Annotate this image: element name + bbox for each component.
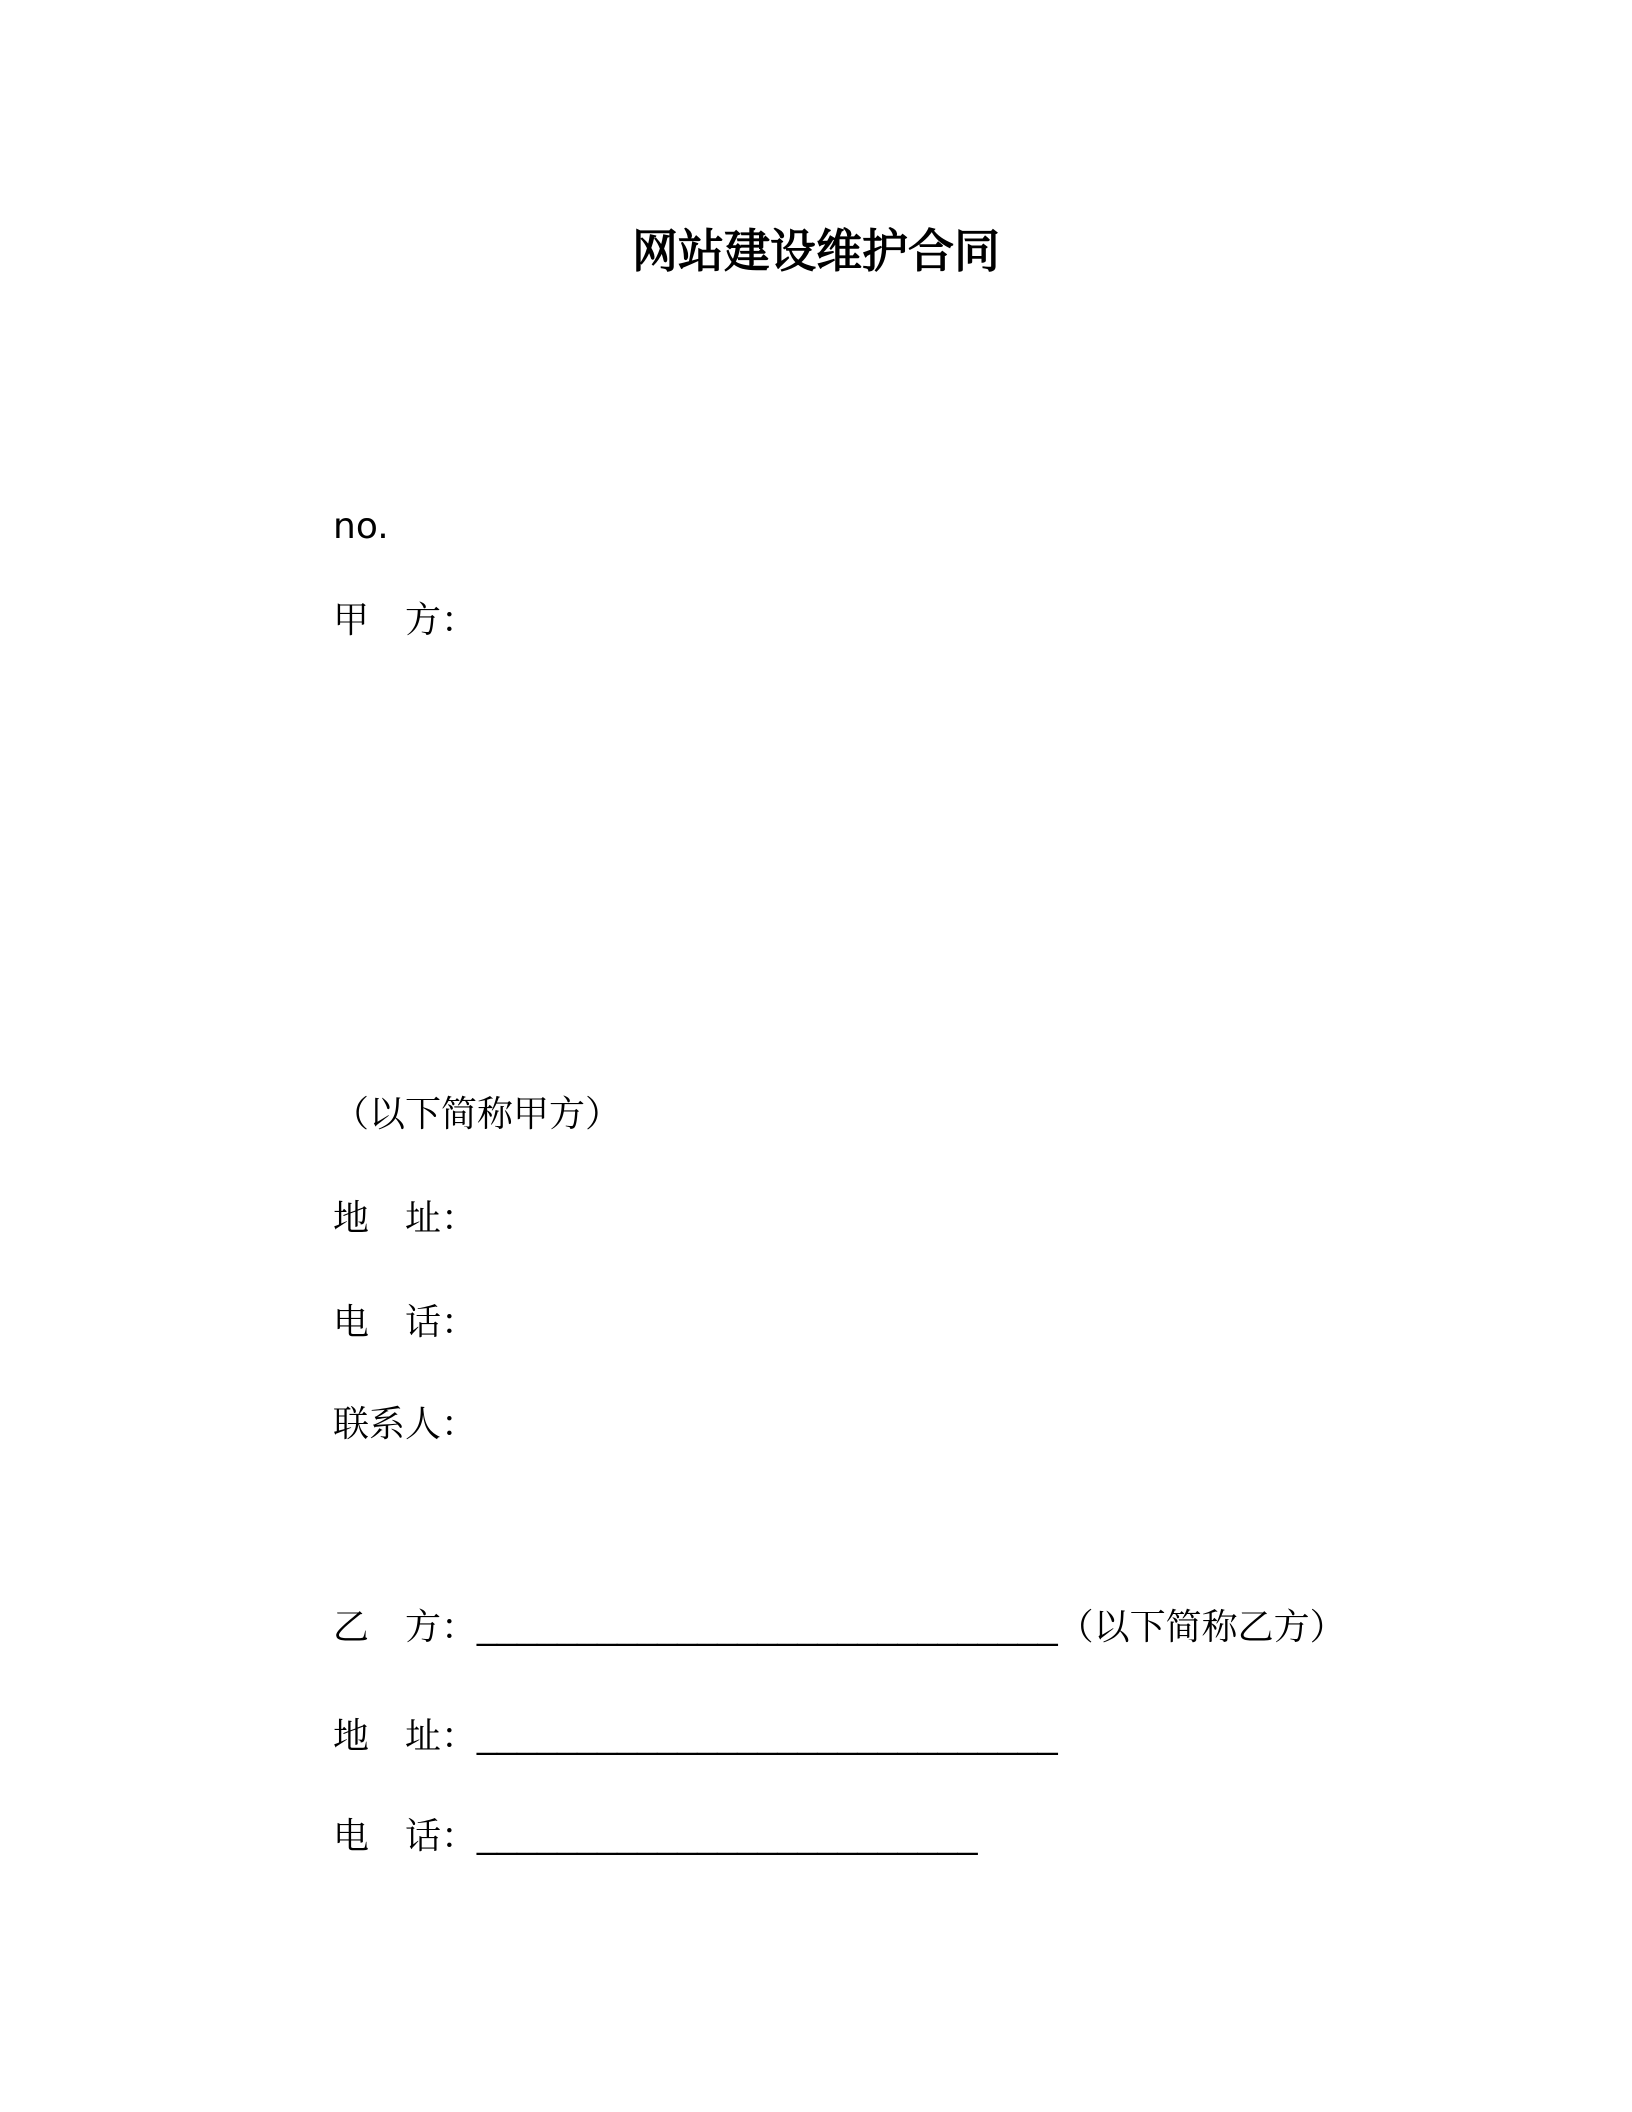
party-a-phone-label: 电 话： [333, 1302, 478, 1343]
party-a-abbrev-line [333, 1095, 621, 1135]
document-title: 网站建设维护合同 [632, 224, 1000, 278]
contract-number-label: no. [333, 506, 389, 547]
party-b-line [333, 1607, 1346, 1648]
party-b-abbrev: （以下简称乙方） [1057, 1607, 1346, 1648]
party-a-contact-line [333, 1405, 477, 1445]
party-b-label: 乙 方： [333, 1607, 478, 1648]
party-b-address-line [333, 1716, 1058, 1757]
party-b-name-blank: _____________________________ [477, 1606, 1058, 1647]
contract-number-line [333, 507, 389, 547]
party-b-phone-blank: _________________________ [477, 1815, 978, 1856]
party-a-abbrev: （以下简称甲方） [333, 1094, 622, 1135]
party-a-address-label: 地 址： [333, 1198, 478, 1239]
party-a-phone-line [333, 1303, 477, 1343]
party-a-contact-label: 联系人： [333, 1404, 478, 1445]
party-a-line [333, 601, 477, 641]
party-b-phone-line [333, 1816, 978, 1857]
party-b-phone-label: 电 话： [333, 1816, 478, 1857]
party-a-address-line [333, 1199, 477, 1239]
party-b-address-blank: _____________________________ [477, 1715, 1058, 1756]
party-b-address-label: 地 址： [333, 1716, 478, 1757]
party-a-label: 甲 方： [333, 600, 478, 641]
